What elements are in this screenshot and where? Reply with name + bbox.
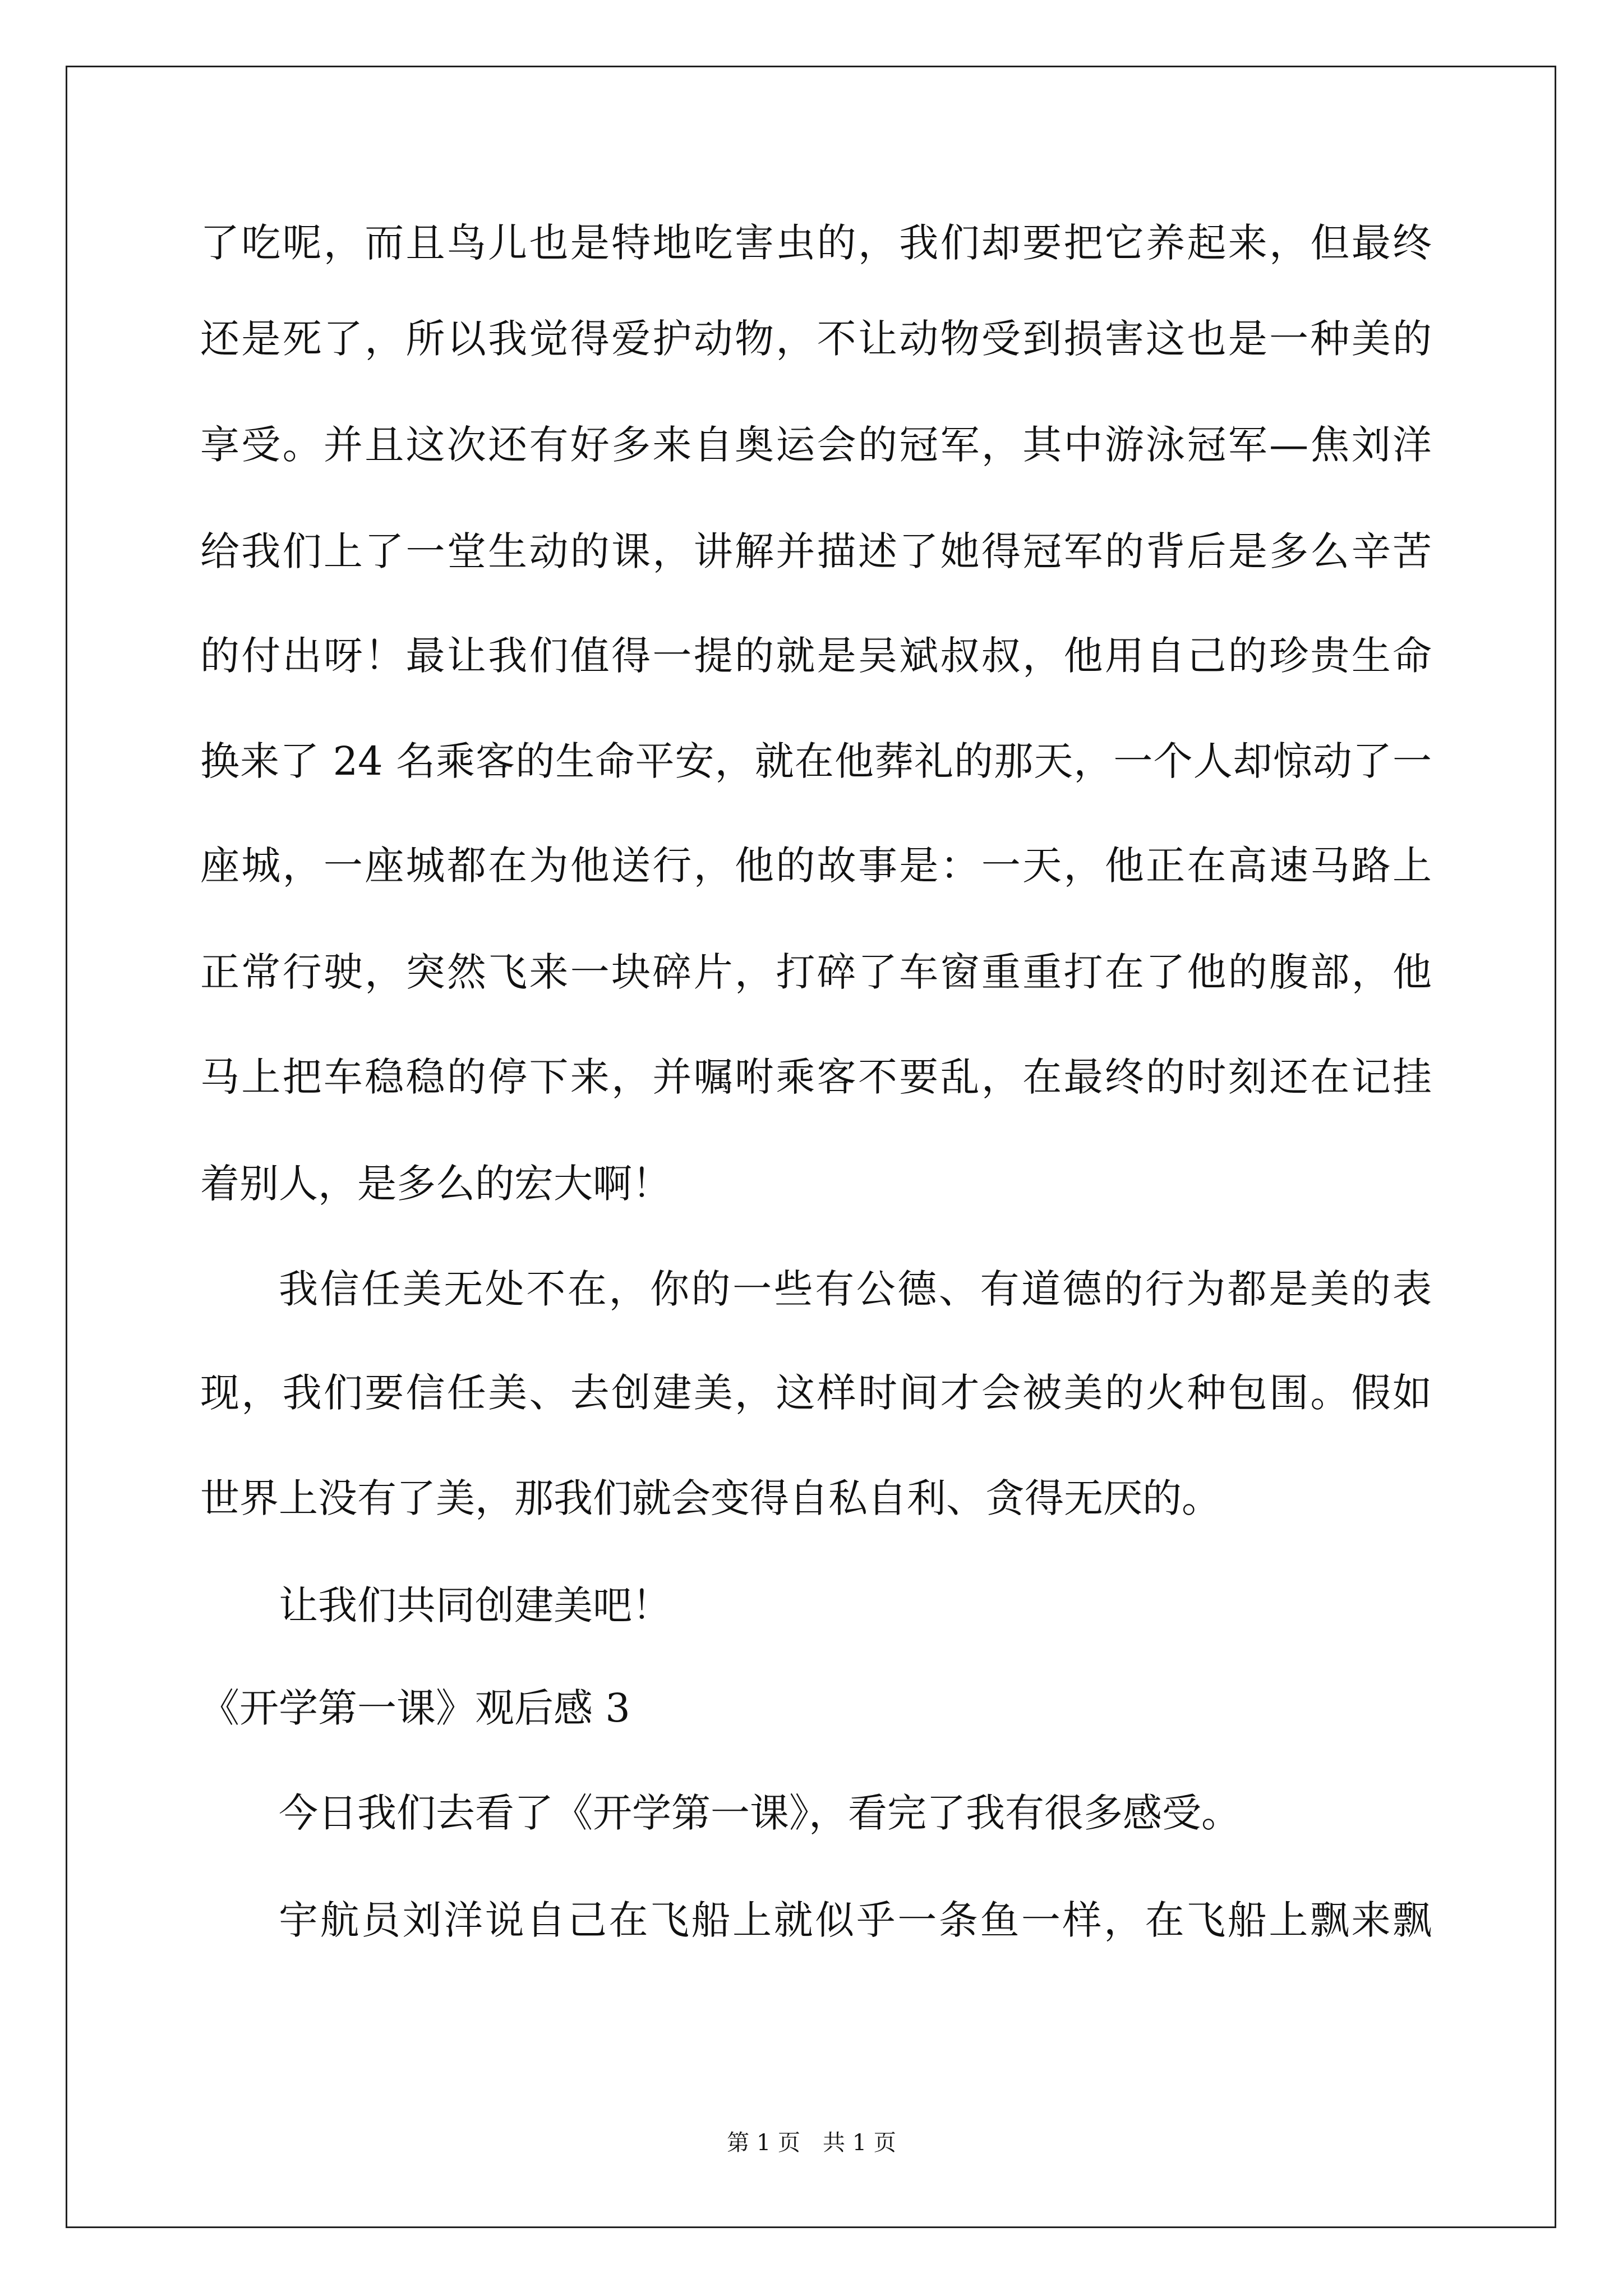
text-line: 世界上没有了美，那我们就会变得自私自利、贪得无厌的。 bbox=[200, 1475, 1221, 1521]
paragraph-first-line: 我信任美无处不在，你的一些有公德、有道德的行为都是美的表 bbox=[279, 1266, 1432, 1312]
text-line: 给我们上了一堂生动的课，讲解并描述了她得冠军的背后是多么辛苦 bbox=[200, 528, 1432, 574]
text-line: 现，我们要信任美、去创建美，这样时间才会被美的火种包围。假如 bbox=[200, 1370, 1432, 1416]
text-line: 享受。并且这次还有好多来自奥运会的冠军，其中游泳冠军—焦刘洋 bbox=[200, 422, 1432, 468]
paragraph-first-line: 宇航员刘洋说自己在飞船上就似乎一条鱼一样，在飞船上飘来飘 bbox=[279, 1897, 1432, 1943]
text-line: 马上把车稳稳的停下来，并嘱咐乘客不要乱，在最终的时刻还在记挂 bbox=[200, 1054, 1432, 1100]
paragraph-first-line: 今日我们去看了《开学第一课》，看完了我有很多感受。 bbox=[279, 1790, 1241, 1836]
text-line: 着别人，是多么的宏大啊！ bbox=[200, 1161, 671, 1207]
text-line: 换来了 24 名乘客的生命平安，就在他葬礼的那天，一个人却惊动了一 bbox=[200, 738, 1432, 784]
page-number-footer: 第 1 页 共 1 页 bbox=[727, 2130, 896, 2156]
text-line: 还是死了，所以我觉得爱护动物，不让动物受到损害这也是一种美的 bbox=[200, 316, 1432, 362]
section-heading: 《开学第一课》观后感 3 bbox=[200, 1685, 630, 1731]
text-line: 座城，一座城都在为他送行，他的故事是：一天，他正在高速马路上 bbox=[200, 843, 1432, 889]
text-line: 的付出呀！最让我们值得一提的就是吴斌叔叔，他用自己的珍贵生命 bbox=[200, 633, 1432, 679]
text-line: 正常行驶，突然飞来一块碎片，打碎了车窗重重打在了他的腹部，他 bbox=[200, 949, 1432, 995]
text-line: 了吃呢，而且鸟儿也是特地吃害虫的，我们却要把它养起来，但最终 bbox=[200, 220, 1432, 266]
paragraph-first-line: 让我们共同创建美吧！ bbox=[279, 1582, 671, 1628]
